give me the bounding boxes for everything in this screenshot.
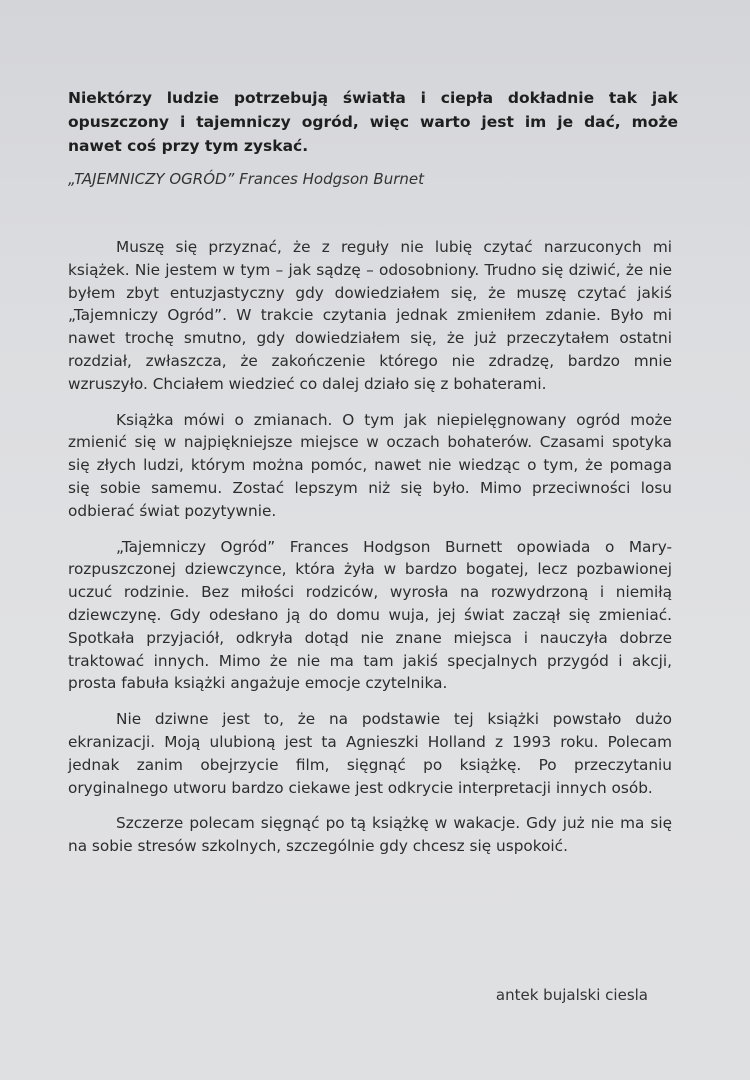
author-signature: antek bujalski ciesla bbox=[495, 986, 648, 1004]
paragraph-2: Książka mówi o zmianach. O tym jak niepielęgnowany ogród może zmienić się w najpiękniejsze miejsce w oczach bohaterów. Czasami spotyka się złych ludzi, którym można pomóc, nawet nie wiedząc o tym, że pomaga się sobie samemu. Zostać lepszym niż się było. Mimo przeciwności losu odbierać świat pozytywnie. bbox=[68, 410, 672, 520]
paragraph-5: Szczerze polecam sięgnąć po tą książkę w wakacje. Gdy już nie ma się na sobie stresów szkolnych, szczególnie gdy chcesz się uspokoić. bbox=[68, 814, 672, 856]
epigraph-source: „TAJEMNICZY OGRÓD” Frances Hodgson Burnet bbox=[68, 170, 424, 188]
paragraph-1: Muszę się przyznać, że z reguły nie lubię czytać narzuconych mi książek. Nie jestem w tym – jak sądzę – odosobniony. Trudno się dziwić, że nie byłem zbyt entuzjastyczny gdy dowiedziałem się, że muszę czytać jakiś „Tajemniczy Ogród”. W trakcie czytania jednak zmieniłem zdanie. Było mi nawet trochę smutno, gdy dowiedziałem się, że już przeczytałem ostatni rozdział, zwłaszcza, że zakończenie którego nie zdradzę, bardzo mnie wzruszyło. Chciałem wiedzieć co dalej działo się z bohaterami. bbox=[68, 238, 672, 393]
paragraph-3: „Tajemniczy Ogród” Frances Hodgson Burnett opowiada o Mary-rozpuszczonej dziewczynce, która żyła w bardzo bogatej, lecz pozbawionej uczuć rodzinie. Bez miłości rodziców, wyrosła na rozwydrzoną i niemiłą dziewczynę. Gdy odesłano ją do domu wuja, jej świat zaczął się zmieniać. Spotkała przyjaciół, odkryła dotąd nie znane miejsca i nauczyła dobrze traktować innych. Mimo że nie ma tam jakiś specjalnych przygód i akcji, prosta fabuła książki angażuje emocje czytelnika. bbox=[68, 537, 672, 693]
essay-body bbox=[68, 236, 672, 871]
epigraph-quote: Niektórzy ludzie potrzebują światła i ciepła dokładnie tak jak opuszczony i tajemniczy ogród, więc warto jest im je dać, może nawet coś przy tym zyskać. bbox=[68, 89, 678, 155]
paragraph-4: Nie dziwne jest to, że na podstawie tej książki powstało dużo ekranizacji. Moją ulubioną jest ta Agnieszki Holland z 1993 roku. Polecam jednak zanim obejrzycie film, sięgnąć po książkę. Po przeczytaniu oryginalnego utworu bardzo ciekawe jest odkrycie interpretacji innych osób. bbox=[68, 710, 672, 797]
